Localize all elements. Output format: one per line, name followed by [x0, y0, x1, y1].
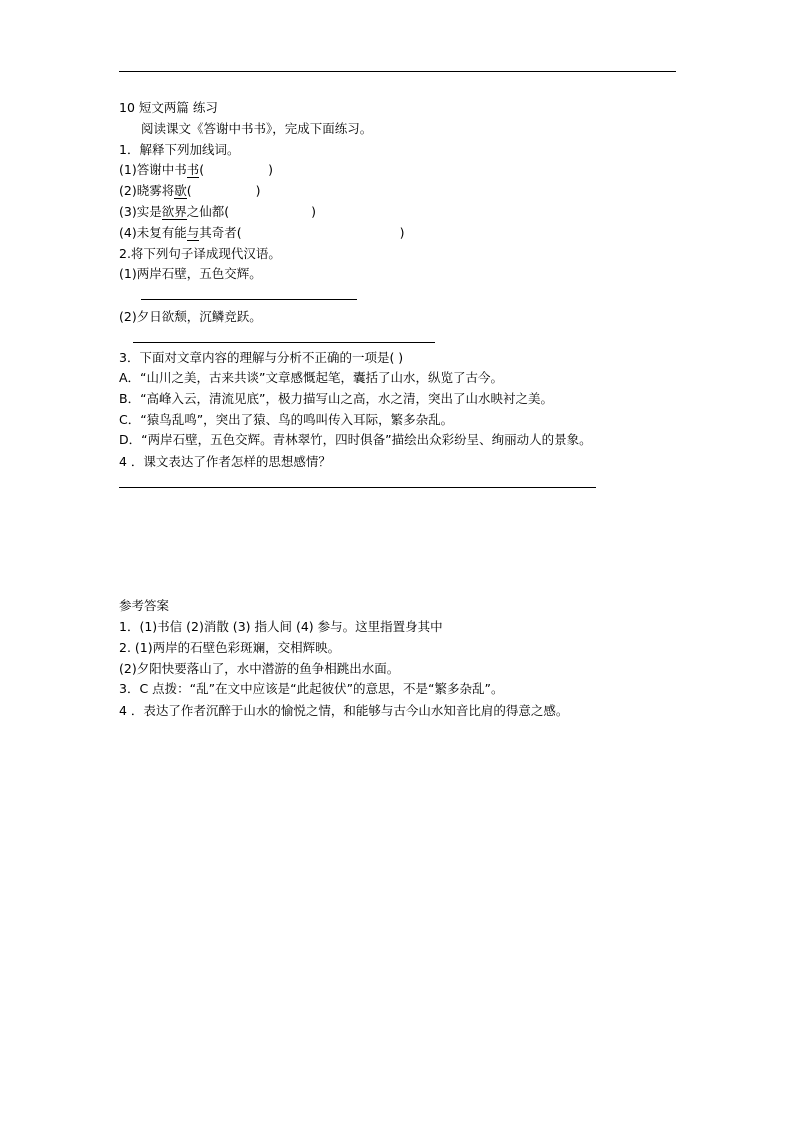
question-1-item-1: (1)答谢中书书( ) [119, 162, 274, 177]
question-3-option-a: A．“山川之美，古来共谈”文章感慨起笔，囊括了山水，纵览了古今。 [119, 370, 504, 385]
header-rule [119, 71, 676, 72]
answer-blank [133, 342, 435, 343]
answer-blank [141, 299, 357, 300]
answer-2-2: (2)夕阳快要落山了，水中潜游的鱼争相跳出水面。 [119, 661, 400, 676]
question-3-option-d: D．“两岸石壁，五色交辉。青林翠竹，四时俱备”描绘出众彩纷呈、绚丽动人的景象。 [119, 432, 592, 447]
question-4-stem: 4 ．课文表达了作者怎样的思想感情？ [119, 454, 331, 469]
question-2-stem: 2.将下列句子译成现代汉语。 [119, 246, 281, 261]
underlined-word: 与 [186, 225, 200, 240]
question-1-item-4: (4)未复有能与其奇者( ) [119, 225, 405, 240]
question-2-sentence-2: (2)夕日欲颓，沉鳞竞跃。 [119, 309, 262, 324]
answer-2-1: 2. (1)两岸的石壁色彩斑斓，交相辉映。 [119, 640, 341, 655]
question-1-item-3: (3)实是欲界之仙都( ) [119, 204, 317, 219]
question-2-sentence-1: (1)两岸石壁，五色交辉。 [119, 266, 262, 281]
answer-3: 3．C 点拨：“乱”在文中应该是“此起彼伏”的意思，不是“繁多杂乱”。 [119, 681, 504, 696]
underlined-word: 歇 [174, 183, 187, 198]
question-1-stem: 1．解释下列加线词。 [119, 142, 240, 157]
answer-4: 4 ．表达了作者沉醉于山水的愉悦之情，和能够与古今山水知音比肩的得意之感。 [119, 703, 569, 718]
question-1-item-2: (2)晓雾将歇( ) [119, 183, 261, 198]
question-3-option-c: C．“猿鸟乱鸣”，突出了猿、鸟的鸣叫传入耳际，繁多杂乱。 [119, 412, 454, 427]
exercise-title: 10 短文两篇 练习 [119, 100, 218, 115]
underlined-word: 书 [186, 162, 200, 177]
answer-1: 1．(1)书信 (2)消散 (3) 指人间 (4) 参与。这里指置身其中 [119, 619, 443, 634]
question-3-option-b: B．“高峰入云，清流见底”，极力描写山之高，水之清，突出了山水映衬之美。 [119, 391, 554, 406]
underlined-word: 欲界 [161, 204, 187, 219]
exercise-instruction: 阅读课文《答谢中书书》，完成下面练习。 [141, 121, 373, 136]
question-3-stem: 3．下面对文章内容的理解与分析不正确的一项是( ) [119, 350, 404, 365]
answers-heading: 参考答案 [119, 598, 170, 613]
answer-blank [119, 487, 596, 488]
